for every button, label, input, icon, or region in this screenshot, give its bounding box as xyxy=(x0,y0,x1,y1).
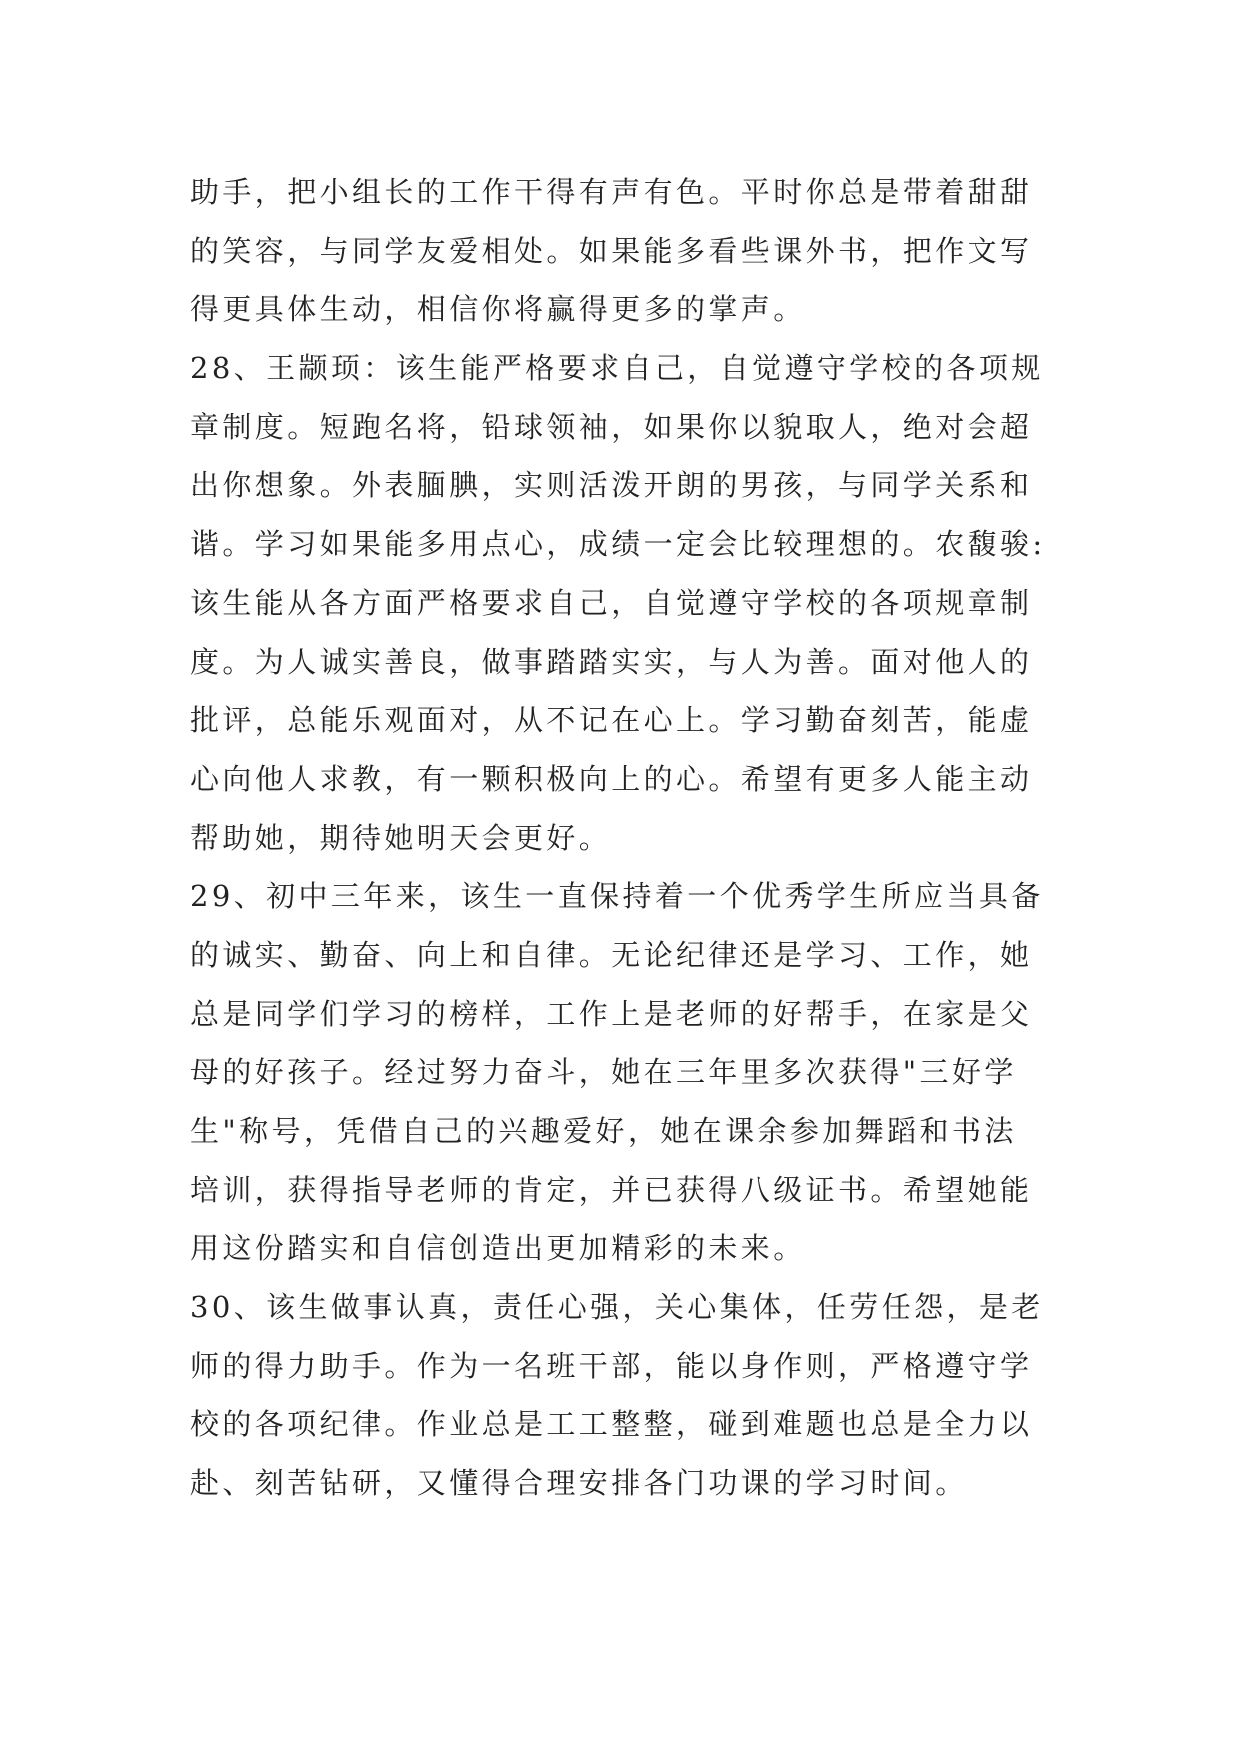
text-line: 28、王颛顼：该生能严格要求自己，自觉遵守学校的各项规 xyxy=(190,351,1044,386)
text-line: 该生能从各方面严格要求自己，自觉遵守学校的各项规章制 xyxy=(190,585,1033,620)
text-line: 母的好孩子。经过努力奋斗，她在三年里多次获得"三好学 xyxy=(190,1055,1017,1090)
text-line: 的笑容，与同学友爱相处。如果能多看些课外书，把作文写 xyxy=(190,233,1033,268)
document-page xyxy=(190,163,1050,1513)
text-line: 批评，总能乐观面对，从不记在心上。学习勤奋刻苦，能虚 xyxy=(190,703,1033,738)
text-line: 的诚实、勤奋、向上和自律。无论纪律还是学习、工作，她 xyxy=(190,937,1033,972)
text-line: 培训，获得指导老师的肯定，并已获得八级证书。希望她能 xyxy=(190,1172,1033,1207)
text-line: 帮助她，期待她明天会更好。 xyxy=(190,820,612,855)
text-line: 出你想象。外表腼腆，实则活泼开朗的男孩，与同学关系和 xyxy=(190,468,1033,503)
text-line: 师的得力助手。作为一名班干部，能以身作则，严格遵守学 xyxy=(190,1348,1033,1383)
text-line: 用这份踏实和自信创造出更加精彩的未来。 xyxy=(190,1231,806,1266)
text-line: 30、该生做事认真，责任心强，关心集体，任劳任怨，是老 xyxy=(190,1290,1044,1325)
text-line: 谐。学习如果能多用点心，成绩一定会比较理想的。农馥骏: xyxy=(190,527,1046,562)
text-line: 校的各项纪律。作业总是工工整整，碰到难题也总是全力以 xyxy=(190,1407,1033,1442)
text-line: 度。为人诚实善良，做事踏踏实实，与人为善。面对他人的 xyxy=(190,644,1033,679)
text-line: 生"称号，凭借自己的兴趣爱好，她在课余参加舞蹈和书法 xyxy=(190,1114,1017,1148)
text-line: 心向他人求教，有一颗积极向上的心。希望有更多人能主动 xyxy=(190,761,1033,796)
text-line: 29、初中三年来，该生一直保持着一个优秀学生所应当具备 xyxy=(190,879,1044,914)
text-line: 章制度。短跑名将，铅球领袖，如果你以貌取人，绝对会超 xyxy=(190,409,1033,444)
text-line: 得更具体生动，相信你将赢得更多的掌声。 xyxy=(190,292,806,327)
text-line: 总是同学们学习的榜样，工作上是老师的好帮手，在家是父 xyxy=(190,996,1033,1031)
text-line: 助手，把小组长的工作干得有声有色。平时你总是带着甜甜 xyxy=(190,175,1033,209)
text-line: 赴、刻苦钻研，又懂得合理安排各门功课的学习时间。 xyxy=(190,1466,968,1501)
